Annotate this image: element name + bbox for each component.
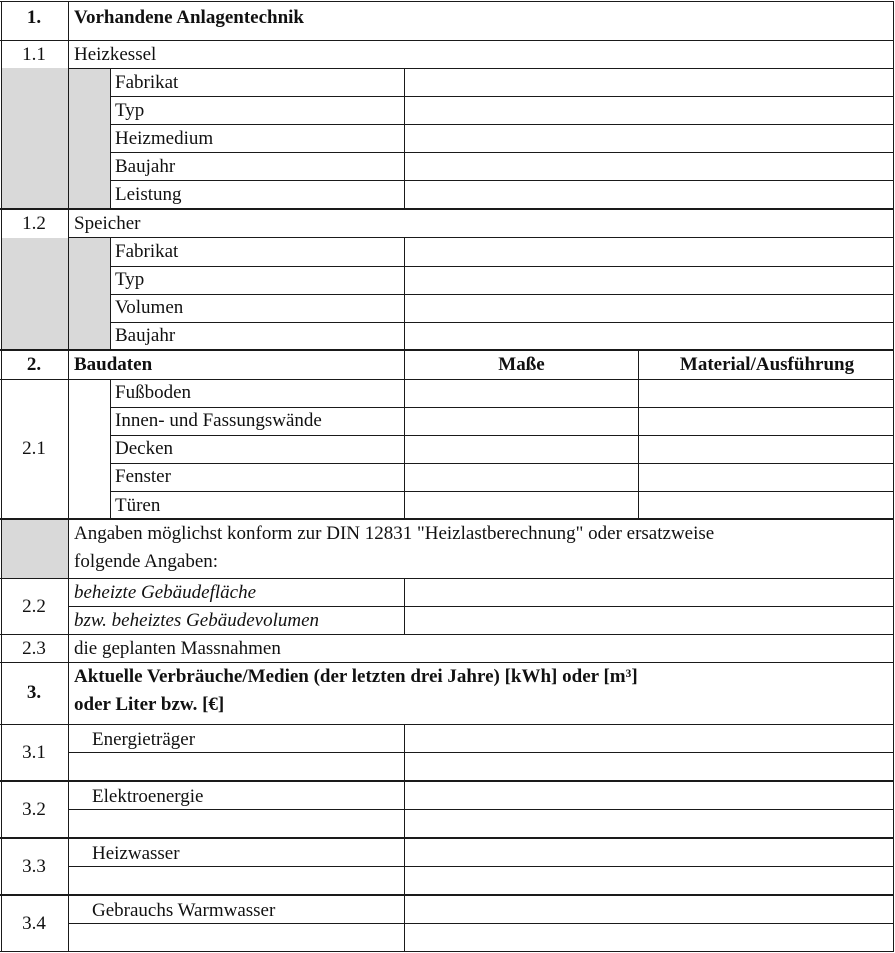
grid-line-h (0, 951, 894, 952)
section-2-title: Baudaten (74, 354, 153, 375)
subsection-3-4-number: 3.4 (22, 913, 46, 934)
grid-line-h (68, 237, 894, 238)
subsection-2-2-number: 2.2 (22, 596, 46, 617)
subsection-1-1-number: 1.1 (22, 44, 46, 65)
grid-line-h (110, 463, 894, 464)
subsection-3-3-number: 3.3 (22, 856, 46, 877)
grid-line-h (0, 578, 894, 579)
grid-line-v (110, 237, 111, 351)
column-header-material: Material/Ausführung (679, 354, 855, 375)
grid-line-h (0, 894, 894, 896)
section-3-number: 3. (26, 682, 42, 703)
boiler-field-label: Heizmedium (115, 128, 214, 149)
grid-line-h (110, 407, 894, 408)
din-note-line2: folgende Angaben: (74, 551, 219, 572)
section-1-number: 1. (26, 7, 42, 28)
grid-line-h (0, 662, 894, 663)
grid-line-h (0, 379, 894, 380)
grid-line-v (404, 237, 405, 351)
grid-line-h (110, 491, 894, 492)
grid-line-v (110, 379, 111, 520)
grid-line-h (0, 1, 894, 2)
component-label: Fenster (115, 466, 171, 487)
subsection-3-2-number: 3.2 (22, 799, 46, 820)
column-header-dimensions: Maße (498, 354, 545, 375)
component-label: Innen- und Fassungswände (115, 410, 322, 431)
consumption-label: Elektroenergie (92, 786, 204, 807)
subsection-1-2-number: 1.2 (22, 213, 46, 234)
grid-line-h (0, 208, 894, 210)
grid-line-h (0, 724, 894, 725)
storage-field-label: Volumen (115, 297, 184, 318)
boiler-field-label: Fabrikat (115, 72, 179, 93)
storage-field-label: Fabrikat (115, 241, 179, 262)
subsection-2-1-number: 2.1 (22, 438, 46, 459)
grid-line-v (404, 578, 405, 635)
grid-line-h (68, 68, 894, 69)
grid-line-h (68, 923, 894, 924)
grid-line-h (110, 180, 894, 181)
grid-line-h (110, 266, 894, 267)
grid-line-h (0, 780, 894, 782)
storage-field-label: Baujahr (115, 325, 176, 346)
grid-line-h (0, 349, 894, 351)
grid-line-h (0, 40, 894, 41)
section-2-number: 2. (26, 354, 42, 375)
section-3-title-line2: oder Liter bzw. [€] (74, 694, 225, 715)
grid-line-h (68, 606, 894, 607)
grid-line-h (0, 634, 894, 635)
shaded-cell (1, 520, 68, 578)
consumption-label: Heizwasser (92, 843, 180, 864)
boiler-field-label: Leistung (115, 184, 182, 205)
din-note-line1: Angaben möglichst konform zur DIN 12831 "Heizlastberechnung" oder ersatzweise (74, 523, 715, 544)
grid-line-h (68, 866, 894, 867)
boiler-field-label: Baujahr (115, 156, 176, 177)
grid-line-v (110, 68, 111, 210)
grid-line-v (404, 68, 405, 210)
grid-line-h (110, 152, 894, 153)
grid-line-h (110, 124, 894, 125)
consumption-label: Energieträger (92, 729, 196, 750)
planned-measures-label: die geplanten Massnahmen (74, 638, 281, 659)
component-label: Türen (115, 495, 161, 516)
shaded-cell (1, 238, 110, 349)
grid-line-h (68, 752, 894, 753)
component-label: Decken (115, 438, 174, 459)
grid-line-h (0, 837, 894, 839)
shaded-cell (1, 68, 110, 208)
section-3-title-line1: Aktuelle Verbräuche/Medien (der letzten drei Jahre) [kWh] oder [m³] (74, 666, 638, 687)
grid-line-h (110, 96, 894, 97)
heated-area-label: beheizte Gebäudefläche (74, 582, 257, 603)
subsection-3-1-number: 3.1 (22, 742, 46, 763)
heated-volume-label: bzw. beheiztes Gebäudevolumen (74, 610, 320, 631)
grid-line-h (110, 294, 894, 295)
grid-line-h (110, 435, 894, 436)
subsection-1-2-title: Speicher (74, 213, 141, 234)
consumption-label: Gebrauchs Warmwasser (92, 900, 276, 921)
boiler-field-label: Typ (115, 100, 145, 121)
grid-line-v (404, 724, 405, 952)
section-1-title: Vorhandene Anlagentechnik (74, 7, 304, 28)
grid-line-h (0, 518, 894, 520)
storage-field-label: Typ (115, 269, 145, 290)
grid-line-h (110, 322, 894, 323)
grid-line-h (68, 809, 894, 810)
subsection-2-3-number: 2.3 (22, 638, 46, 659)
component-label: Fußboden (115, 382, 191, 403)
subsection-1-1-title: Heizkessel (74, 44, 157, 65)
